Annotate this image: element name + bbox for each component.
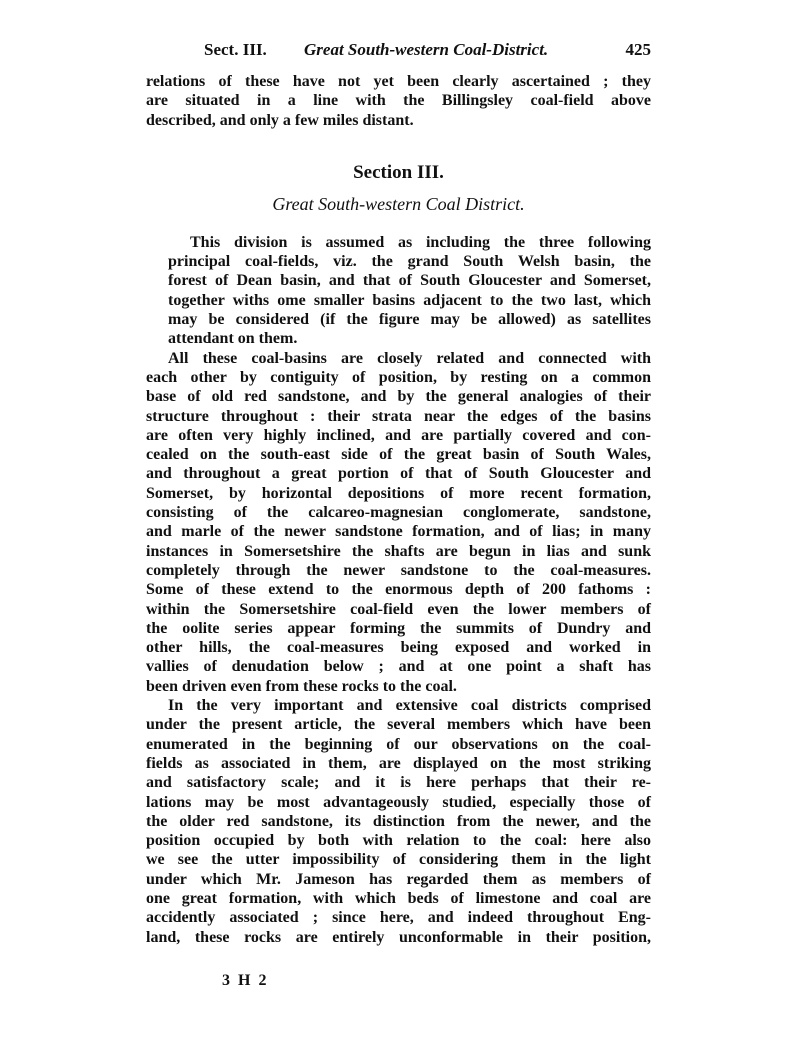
section-heading: Section III. bbox=[353, 161, 444, 183]
text-line: under which Mr. Jameson has regarded them as members of bbox=[146, 870, 651, 888]
text-line: relations of these have not yet been clearly ascertained ; they bbox=[146, 73, 651, 90]
text-line: other hills, the coal-measures being exposed and worked in bbox=[146, 639, 651, 657]
text-line: are often very highly inclined, and are partially covered and con- bbox=[146, 426, 651, 444]
text-line: consisting of the calcareo-magnesian conglomerate, sandstone, bbox=[146, 504, 651, 522]
running-head-section: Sect. III. bbox=[204, 40, 267, 59]
text-line: the older red sandstone, its distinction from the newer, and the bbox=[146, 812, 651, 830]
text-line: lations may be most advantageously studied, especially those of bbox=[146, 793, 651, 811]
text-line: position occupied by both with relation to the coal: here also bbox=[146, 832, 651, 850]
text-line: completely through the newer sandstone to the coal-measures. bbox=[146, 561, 651, 579]
text-line: and throughout a great portion of that of South Gloucester and bbox=[146, 465, 651, 483]
paragraph-2 bbox=[146, 349, 651, 696]
paragraph-1 bbox=[146, 233, 651, 349]
text-line: vallies of denudation below ; and at one point a shaft has bbox=[146, 658, 651, 676]
text-line: under the present article, the several members which have been bbox=[146, 716, 651, 734]
text-line: the oolite series appear forming the summits of Dundry and bbox=[146, 619, 651, 637]
text-line: been driven even from these rocks to the coal. bbox=[146, 677, 457, 695]
opening-paragraph bbox=[146, 72, 651, 130]
text-line: we see the utter impossibility of considering them in the light bbox=[146, 851, 651, 869]
text-line: may be considered (if the figure may be allowed) as satellites bbox=[168, 311, 651, 329]
text-line: within the Somersetshire coal-field even the lower members of bbox=[146, 600, 651, 618]
text-line: and satisfactory scale; and it is here perhaps that their re- bbox=[146, 774, 651, 792]
page-number: 425 bbox=[625, 40, 651, 59]
text-line: This division is assumed as including the three following bbox=[190, 233, 651, 251]
text-line: forest of Dean basin, and that of South Gloucester and Somerset, bbox=[168, 272, 651, 290]
text-line: In the very important and extensive coal districts comprised bbox=[168, 697, 651, 715]
text-line: fields as associated in them, are displayed on the most striking bbox=[146, 754, 651, 772]
text-line: described, and only a few miles distant. bbox=[146, 111, 414, 129]
text-line: enumerated in the beginning of our observations on the coal- bbox=[146, 735, 651, 753]
text-line: instances in Somersetshire the shafts are begun in lias and sunk bbox=[146, 542, 651, 560]
text-line: accidently associated ; since here, and indeed throughout Eng- bbox=[146, 909, 651, 927]
signature-mark: 3 H 2 bbox=[222, 972, 269, 989]
text-line: base of old red sandstone, and by the general analogies of their bbox=[146, 388, 651, 406]
text-line: are situated in a line with the Billingsley coal-field above bbox=[146, 92, 651, 110]
text-line: attendant on them. bbox=[168, 330, 298, 348]
text-line: structure throughout : their strata near the edges of the basins bbox=[146, 407, 651, 425]
text-line: each other by contiguity of position, by resting on a common bbox=[146, 368, 651, 386]
running-head bbox=[146, 40, 651, 66]
text-line: cealed on the south-east side of the great basin of South Wales, bbox=[146, 446, 651, 464]
text-line: land, these rocks are entirely unconformable in their position, bbox=[146, 928, 651, 946]
running-head-title: Great South-western Coal-District. bbox=[304, 40, 549, 59]
section-subtitle: Great South-western Coal District. bbox=[272, 193, 525, 214]
text-line: together withs ome smaller basins adjacent to the two last, which bbox=[168, 291, 651, 309]
text-line: Some of these extend to the enormous depth of 200 fathoms : bbox=[146, 581, 651, 599]
paragraph-3 bbox=[146, 696, 651, 947]
text-line: and marle of the newer sandstone formation, and of lias; in many bbox=[146, 523, 651, 541]
text-line: one great formation, with which beds of limestone and coal are bbox=[146, 889, 651, 907]
text-line: All these coal-basins are closely related and connected with bbox=[168, 349, 651, 367]
text-line: principal coal-fields, viz. the grand South Welsh basin, the bbox=[168, 253, 651, 271]
text-line: Somerset, by horizontal depositions of more recent formation, bbox=[146, 484, 651, 502]
book-page bbox=[146, 40, 651, 947]
